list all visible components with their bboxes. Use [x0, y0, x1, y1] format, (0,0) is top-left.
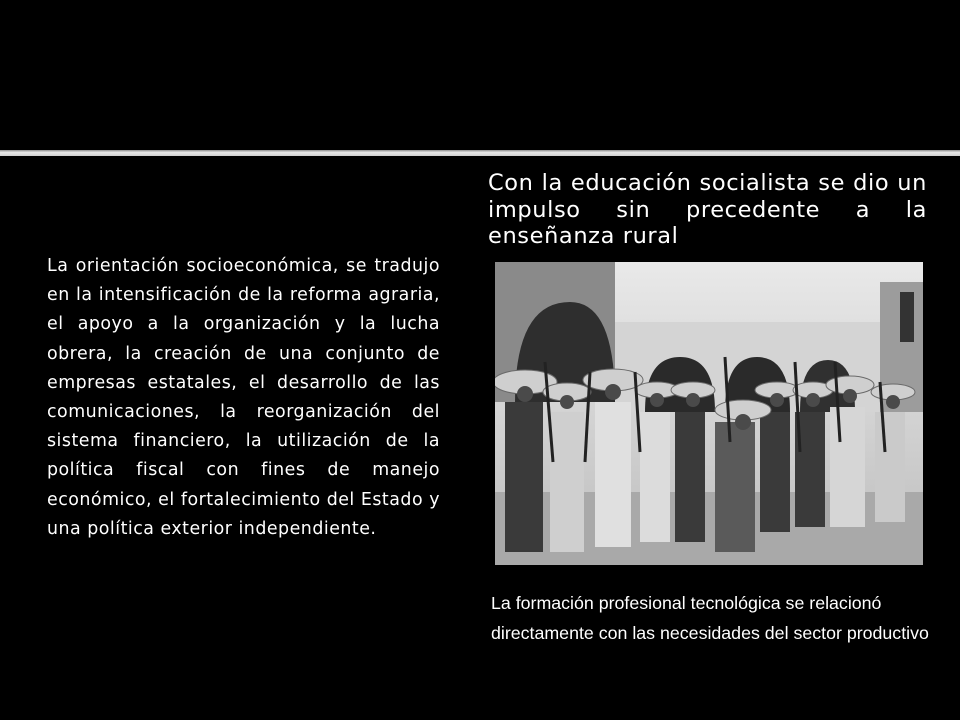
photo-caption: La formación profesional tecnológica se relacionó directamente con las necesidades del sector productivo	[491, 593, 929, 643]
title-divider	[0, 150, 960, 156]
title-bar	[0, 0, 960, 150]
right-heading: Con la educación socialista se dio un impulso sin precedente a la enseñanza rural	[488, 170, 927, 249]
historical-photo	[495, 262, 923, 565]
left-paragraph: La orientación socioeconómica, se tradujo en la intensificación de la reforma agraria, el apoyo a la organización y la lucha obrera, la creación de una conjunto de empresas estatales, el desarrollo de las comunicaciones, la reorganización del sistema financiero, la utilización de la política fiscal con fines de manejo económico, el fortalecimiento del Estado y una política exterior independiente.	[47, 256, 440, 539]
photo-illustration	[495, 262, 923, 565]
